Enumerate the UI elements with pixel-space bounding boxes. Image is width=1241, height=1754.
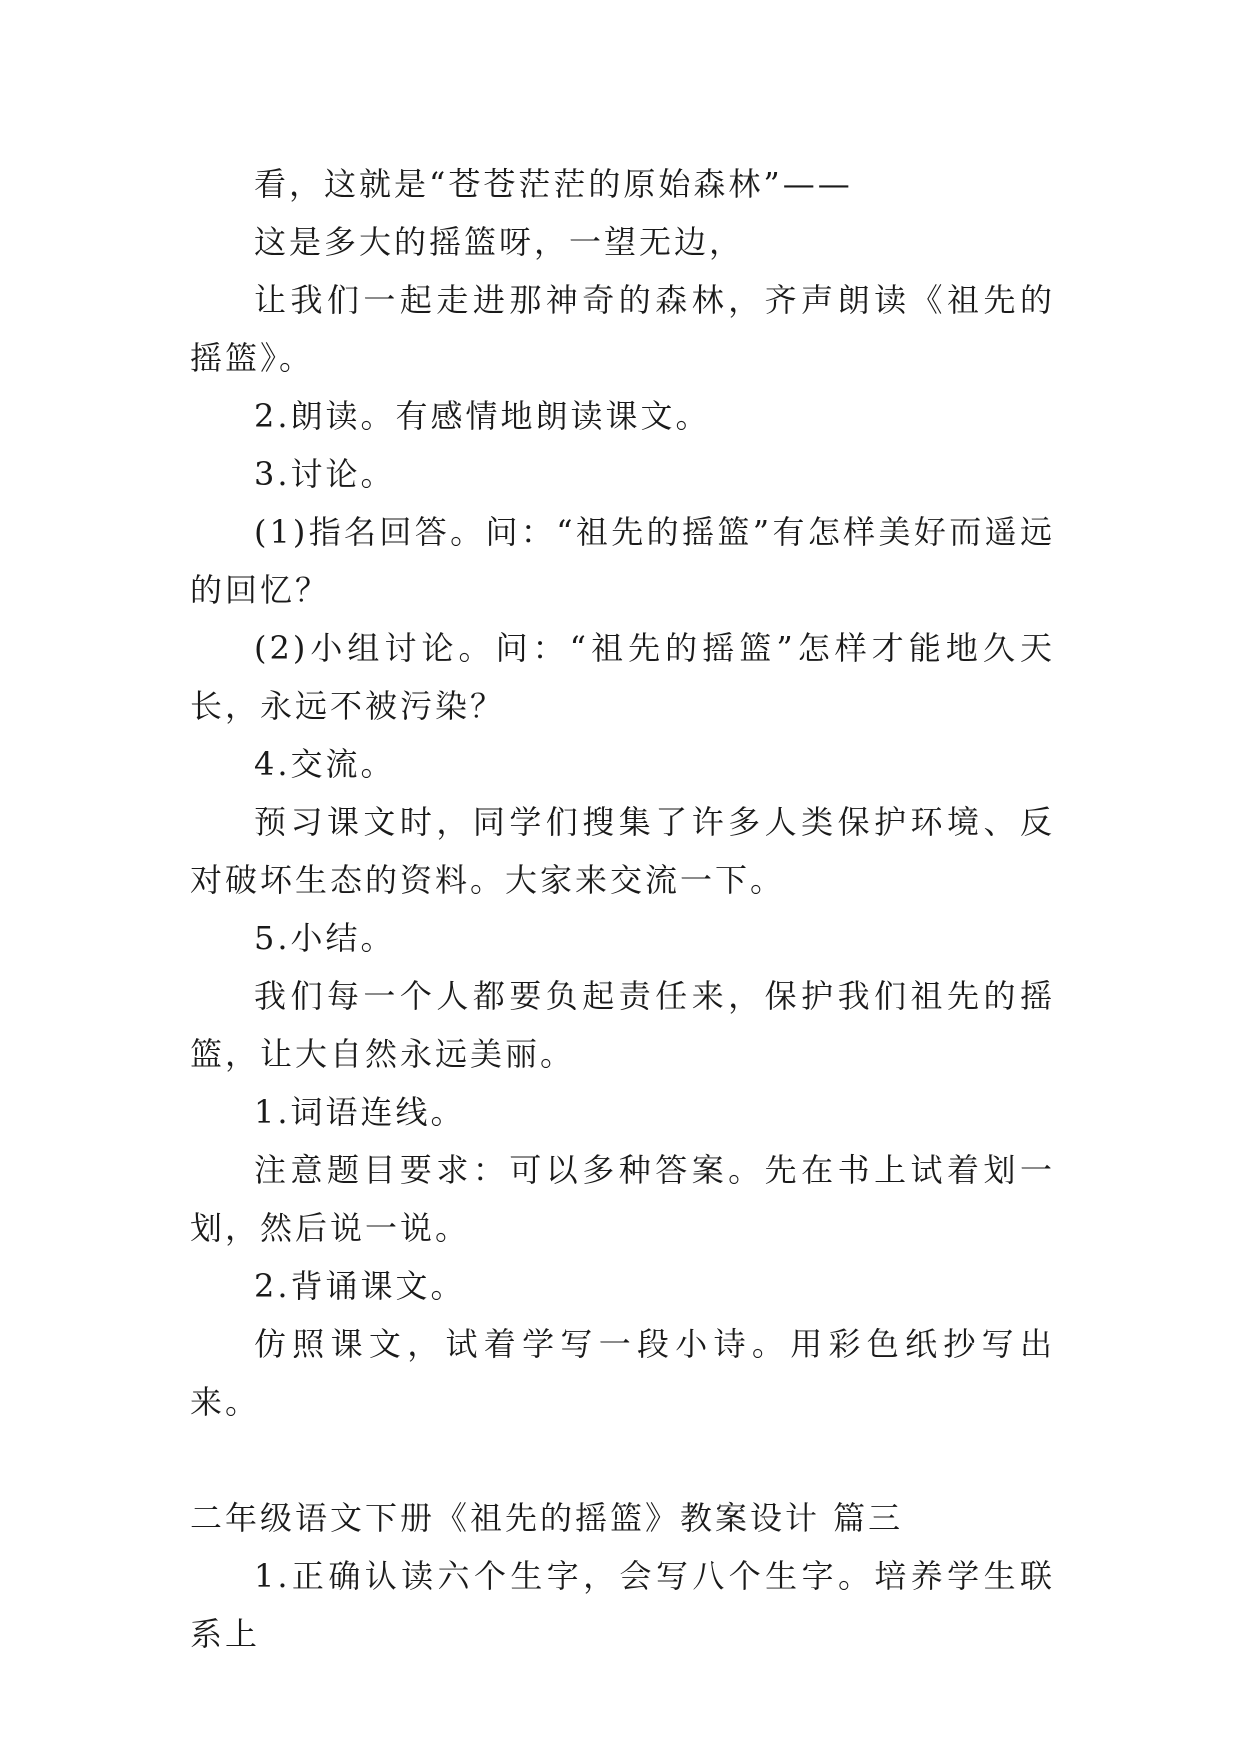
paragraph: 注意题目要求：可以多种答案。先在书上试着划一划，然后说一说。 — [190, 1151, 1055, 1247]
paragraph: 1.正确认读六个生字，会写八个生字。培养学生联系上 — [190, 1557, 1055, 1653]
section-title: 二年级语文下册《祖先的摇篮》教案设计 篇三 — [190, 1499, 904, 1537]
paragraph: 2.背诵课文。 — [254, 1267, 466, 1305]
paragraph: 5.小结。 — [254, 919, 396, 957]
paragraph: 我们每一个人都要负起责任来，保护我们祖先的摇篮，让大自然永远美丽。 — [190, 977, 1055, 1073]
paragraph: 1.词语连线。 — [254, 1093, 466, 1131]
paragraph: 3.讨论。 — [254, 455, 396, 493]
document-body — [190, 155, 1055, 1663]
paragraph: 让我们一起走进那神奇的森林，齐声朗读《祖先的摇篮》。 — [190, 281, 1055, 377]
paragraph: 4.交流。 — [254, 745, 396, 783]
paragraph: 预习课文时，同学们搜集了许多人类保护环境、反对破坏生态的资料。大家来交流一下。 — [190, 803, 1055, 899]
paragraph: 这是多大的摇篮呀，一望无边， — [254, 223, 745, 261]
section-gap — [190, 1431, 1055, 1489]
paragraph: 仿照课文，试着学写一段小诗。用彩色纸抄写出来。 — [190, 1325, 1055, 1421]
paragraph: 看，这就是“苍苍茫茫的原始森林”—— — [254, 165, 853, 203]
paragraph: (2)小组讨论。问：“祖先的摇篮”怎样才能地久天长，永远不被污染？ — [190, 629, 1055, 725]
paragraph: 2.朗读。有感情地朗读课文。 — [254, 397, 711, 435]
paragraph: (1)指名回答。问：“祖先的摇篮”有怎样美好而遥远的回忆？ — [190, 513, 1055, 609]
